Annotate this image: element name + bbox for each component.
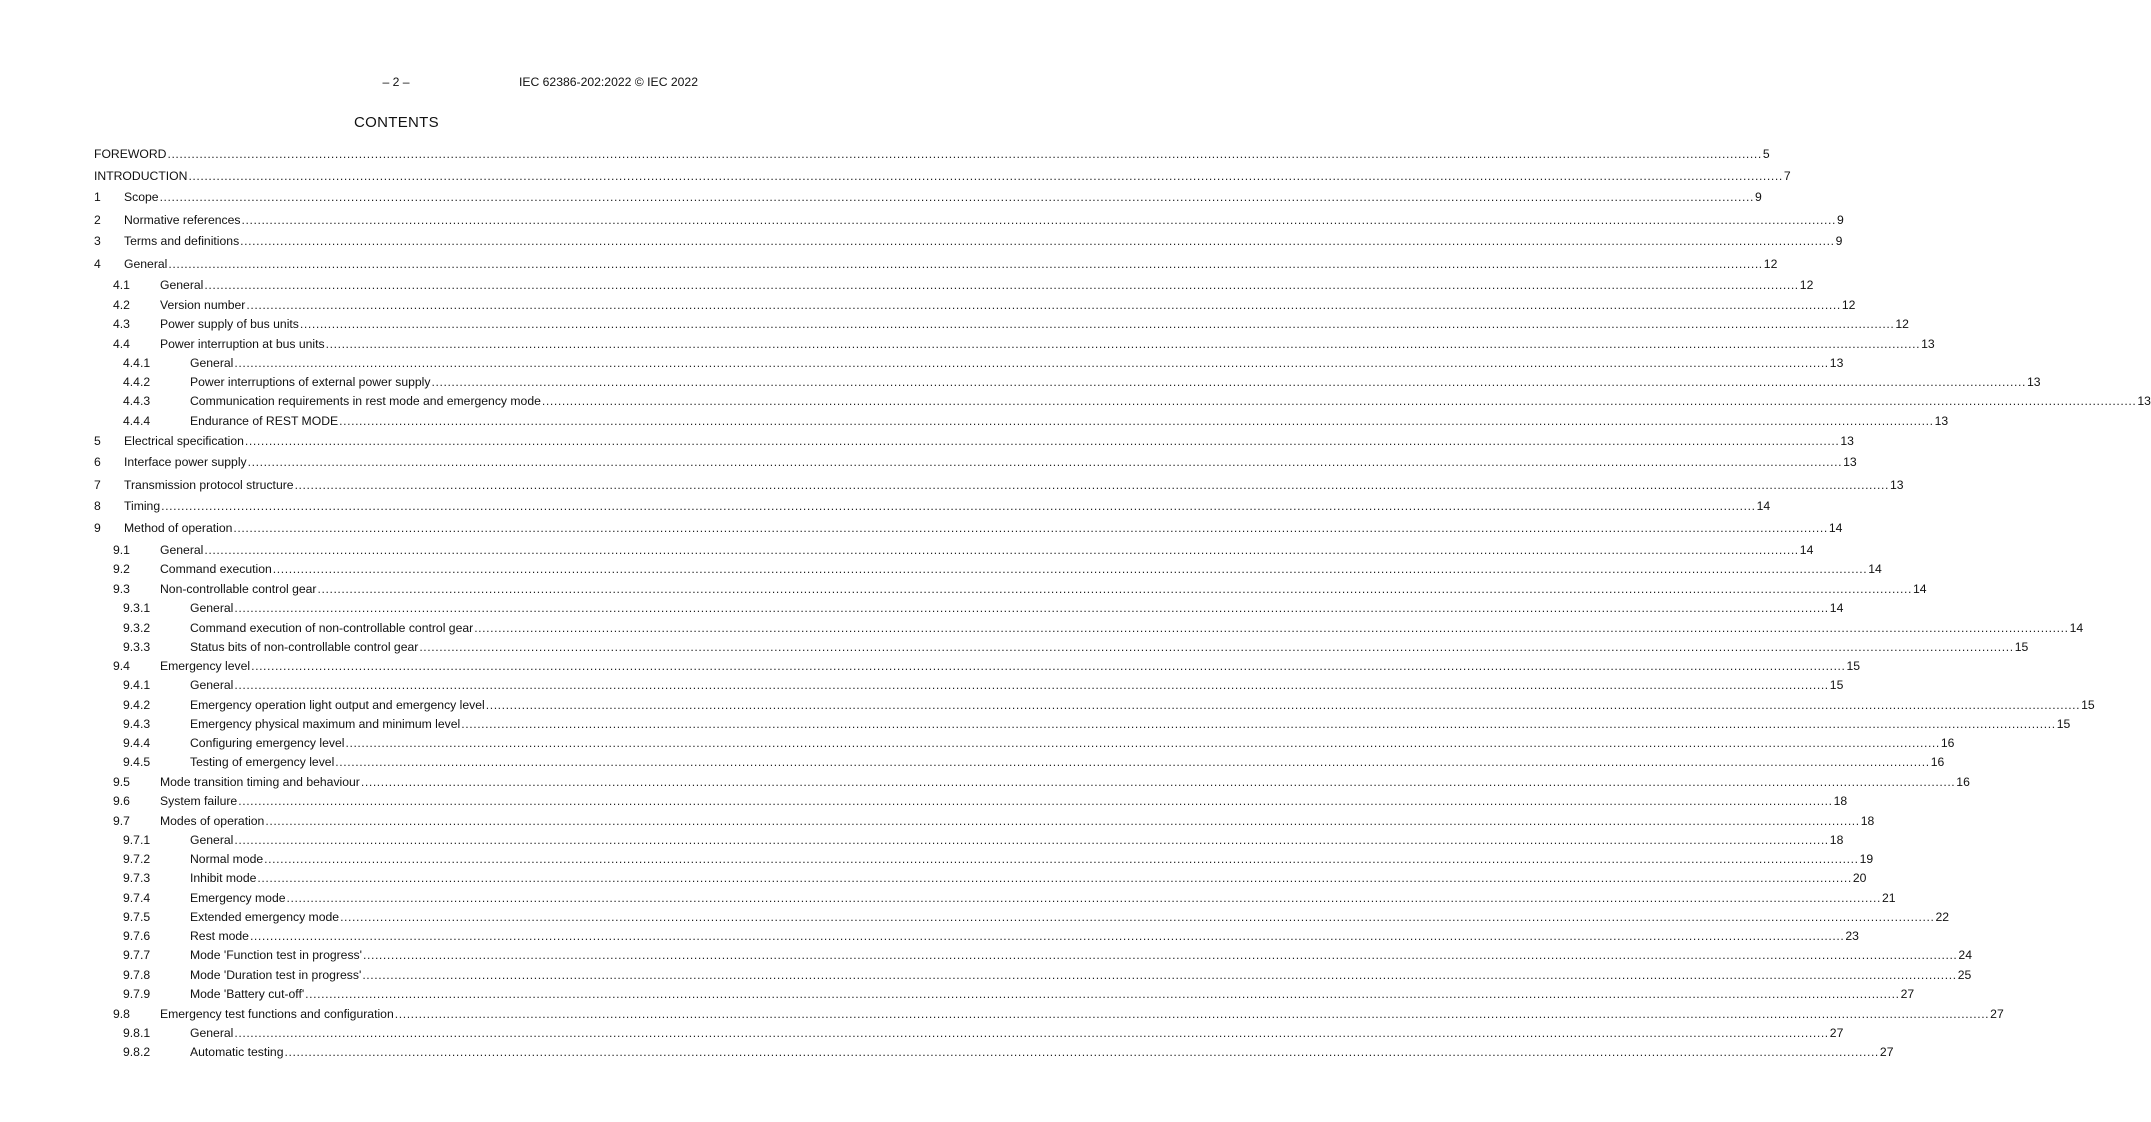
toc-entry-number: 4: [94, 257, 101, 271]
toc-entry-number: 7: [94, 478, 101, 492]
dot-leader: ................................................................................................................................................................................................................................................................................................................................................................................................................: [284, 1045, 1879, 1059]
toc-entry-number: 4.4.3: [123, 394, 151, 408]
toc-entry[interactable]: [123, 831, 1844, 848]
toc-entry-title: General: [160, 278, 204, 292]
dot-leader: ................................................................................................................................................................................................................................................................................................................................................................................................................: [234, 678, 1829, 692]
toc-entry[interactable]: [113, 1005, 2004, 1022]
toc-entry-number: 9.7.9: [123, 987, 151, 1001]
toc-entry-page: 14: [2069, 621, 2084, 635]
page-title: CONTENTS: [354, 114, 439, 131]
toc-entry[interactable]: [94, 453, 1857, 470]
toc-entry-page: 18: [1860, 814, 1875, 828]
dot-leader: ................................................................................................................................................................................................................................................................................................................................................................................................................: [394, 1007, 1990, 1021]
toc-entry[interactable]: [113, 657, 1861, 674]
dot-leader: ................................................................................................................................................................................................................................................................................................................................................................................................................: [244, 434, 1840, 448]
toc-entry-title: Mode 'Duration test in progress': [190, 968, 362, 982]
toc-entry-number: 9.4.1: [123, 678, 151, 692]
toc-entry-page: 18: [1833, 794, 1848, 808]
toc-entry-title: Inhibit mode: [190, 871, 257, 885]
toc-entry[interactable]: [123, 985, 1915, 1002]
toc-entry-title: General: [160, 543, 204, 557]
toc-entry-title: General: [190, 678, 234, 692]
toc-entry-page: 15: [2014, 640, 2029, 654]
toc-entry-title: Status bits of non-controllable control gear: [190, 640, 419, 654]
toc-entry[interactable]: [94, 232, 1843, 249]
toc-entry-page: 27: [1829, 1026, 1844, 1040]
toc-entry[interactable]: [113, 560, 1882, 577]
toc-entry-page: 18: [1829, 833, 1844, 847]
toc-entry-number: 9.2: [113, 562, 130, 576]
toc-entry-title: Electrical specification: [124, 434, 244, 448]
dot-leader: ................................................................................................................................................................................................................................................................................................................................................................................................................: [294, 478, 1889, 492]
toc-entry-page: 13: [1829, 356, 1844, 370]
toc-entry[interactable]: [123, 889, 1896, 906]
toc-entry-number: 4.2: [113, 298, 130, 312]
toc-entry-page: 13: [1843, 455, 1857, 469]
toc-entry[interactable]: [94, 188, 1762, 205]
toc-entry-page: 14: [1912, 582, 1927, 596]
toc-entry-title: Normal mode: [190, 852, 264, 866]
toc-entry-page: 19: [1859, 852, 1874, 866]
toc-entry[interactable]: [94, 519, 1843, 536]
toc-entry-title: Mode transition timing and behaviour: [160, 775, 360, 789]
toc-entry-page: 12: [1895, 317, 1909, 331]
toc-entry-number: 9.1: [113, 543, 130, 557]
toc-entry[interactable]: [94, 476, 1904, 493]
toc-entry[interactable]: [123, 850, 1874, 867]
toc-entry[interactable]: [123, 715, 2071, 732]
toc-entry-title: INTRODUCTION: [94, 169, 188, 183]
toc-entry-page: 14: [1868, 562, 1882, 576]
dot-leader: ................................................................................................................................................................................................................................................................................................................................................................................................................: [286, 891, 1881, 905]
dot-leader: ................................................................................................................................................................................................................................................................................................................................................................................................................: [257, 871, 1852, 885]
toc-entry-number: 9.7.2: [123, 852, 151, 866]
toc-entry-number: 9.7.5: [123, 910, 151, 924]
dot-leader: ................................................................................................................................................................................................................................................................................................................................................................................................................: [246, 298, 1841, 312]
toc-entry[interactable]: [123, 734, 1955, 751]
toc-entry-page: 27: [1990, 1007, 2004, 1021]
toc-entry-number: 9.5: [113, 775, 130, 789]
toc-entry[interactable]: [113, 792, 1848, 809]
toc-entry[interactable]: [113, 276, 1814, 293]
dot-leader: ................................................................................................................................................................................................................................................................................................................................................................................................................: [161, 499, 1756, 513]
toc-entry[interactable]: [113, 812, 1875, 829]
dot-leader: ................................................................................................................................................................................................................................................................................................................................................................................................................: [299, 317, 1895, 331]
toc-entry-number: 6: [94, 455, 101, 469]
toc-entry-number: 2: [94, 213, 101, 227]
toc-entry-page: 14: [1756, 499, 1771, 513]
toc-entry-page: 16: [1956, 775, 1970, 789]
toc-entry-number: 9.4: [113, 659, 130, 673]
toc-entry-number: 4.4.4: [123, 414, 151, 428]
toc-entry-page: 13: [1840, 434, 1854, 448]
toc-entry-number: 9.4.2: [123, 698, 151, 712]
toc-entry-page: 14: [1828, 521, 1843, 535]
toc-entry-title: Communication requirements in rest mode and emergency mode: [190, 394, 541, 408]
toc-entry-title: Method of operation: [124, 521, 233, 535]
toc-entry-title: Transmission protocol structure: [124, 478, 294, 492]
toc-entry-title: Command execution of non-controllable control gear: [190, 621, 474, 635]
toc-entry-number: 4.3: [113, 317, 130, 331]
toc-entry-page: 9: [1835, 234, 1843, 248]
dot-leader: ................................................................................................................................................................................................................................................................................................................................................................................................................: [317, 582, 1912, 596]
toc-entry-number: 9.8.2: [123, 1045, 151, 1059]
toc-entry-title: Testing of emergency level: [190, 755, 335, 769]
toc-entry-page: 14: [1799, 543, 1814, 557]
toc-entry-title: Terms and definitions: [124, 234, 240, 248]
toc-entry-title: General: [190, 356, 234, 370]
toc-entry-page: 13: [1921, 337, 1935, 351]
toc-entry-title: Interface power supply: [124, 455, 247, 469]
toc-entry-title: Configuring emergency level: [190, 736, 345, 750]
toc-entry-page: 16: [1940, 736, 1955, 750]
dot-leader: ................................................................................................................................................................................................................................................................................................................................................................................................................: [485, 698, 2081, 712]
toc-entry[interactable]: [94, 211, 1844, 228]
dot-leader: ................................................................................................................................................................................................................................................................................................................................................................................................................: [264, 852, 1859, 866]
toc-entry-number: 9.3.3: [123, 640, 151, 654]
toc-entry-page: 15: [1829, 678, 1844, 692]
toc-entry-number: 4.1: [113, 278, 130, 292]
toc-entry-title: Mode 'Function test in progress': [190, 948, 362, 962]
toc-entry[interactable]: [123, 1024, 1844, 1041]
toc-entry-number: 9.7.8: [123, 968, 151, 982]
toc-entry-number: 9: [94, 521, 101, 535]
dot-leader: ................................................................................................................................................................................................................................................................................................................................................................................................................: [360, 775, 1956, 789]
toc-entry[interactable]: [123, 638, 2029, 655]
standard-reference: IEC 62386-202:2022 © IEC 2022: [518, 75, 698, 89]
toc-entry[interactable]: [113, 315, 1909, 332]
toc-entry-number: 9.4.5: [123, 755, 151, 769]
toc-entry-page: 13: [2026, 375, 2041, 389]
toc-entry-number: 4.4.2: [123, 375, 151, 389]
toc-entry-title: Normative references: [124, 213, 241, 227]
toc-entry-page: 9: [1755, 190, 1762, 204]
dot-leader: ................................................................................................................................................................................................................................................................................................................................................................................................................: [240, 234, 1835, 248]
toc-entry-title: System failure: [160, 794, 238, 808]
toc-entry[interactable]: [123, 619, 2084, 636]
toc-entry-number: 9.7: [113, 814, 130, 828]
toc-entry-page: 14: [1829, 601, 1844, 615]
dot-leader: ................................................................................................................................................................................................................................................................................................................................................................................................................: [474, 621, 2069, 635]
dot-leader: ................................................................................................................................................................................................................................................................................................................................................................................................................: [233, 521, 1828, 535]
toc-entry[interactable]: [123, 908, 1950, 925]
toc-entry[interactable]: [123, 354, 1844, 371]
toc-entry-page: 12: [1763, 257, 1778, 271]
toc-entry-title: General: [190, 833, 234, 847]
toc-entry-title: Emergency test functions and configuration: [160, 1007, 394, 1021]
toc-entry-title: General: [124, 257, 168, 271]
toc-entry-number: 9.8: [113, 1007, 130, 1021]
dot-leader: ................................................................................................................................................................................................................................................................................................................................................................................................................: [238, 794, 1833, 808]
toc-entry-title: Command execution: [160, 562, 272, 576]
toc-entry-number: 5: [94, 434, 101, 448]
page-number: – 2 –: [382, 75, 410, 89]
toc-entry[interactable]: [123, 927, 1859, 944]
toc-entry-number: 9.3.2: [123, 621, 151, 635]
dot-leader: ................................................................................................................................................................................................................................................................................................................................................................................................................: [167, 147, 1762, 161]
dot-leader: ................................................................................................................................................................................................................................................................................................................................................................................................................: [335, 755, 1930, 769]
toc-entry[interactable]: [94, 255, 1778, 272]
dot-leader: ................................................................................................................................................................................................................................................................................................................................................................................................................: [305, 987, 1900, 1001]
dot-leader: ................................................................................................................................................................................................................................................................................................................................................................................................................: [204, 278, 1799, 292]
toc-entry[interactable]: [123, 599, 1844, 616]
dot-leader: ................................................................................................................................................................................................................................................................................................................................................................................................................: [461, 717, 2056, 731]
toc-entry[interactable]: [123, 869, 1867, 886]
toc-entry-page: 15: [2081, 698, 2095, 712]
dot-leader: ................................................................................................................................................................................................................................................................................................................................................................................................................: [249, 929, 1845, 943]
toc-entry-number: 9.7.3: [123, 871, 151, 885]
dot-leader: ................................................................................................................................................................................................................................................................................................................................................................................................................: [234, 1026, 1829, 1040]
dot-leader: ................................................................................................................................................................................................................................................................................................................................................................................................................: [234, 601, 1829, 615]
toc-entry-title: Power interruption at bus units: [160, 337, 325, 351]
toc-entry-title: Rest mode: [190, 929, 249, 943]
toc-entry[interactable]: [94, 497, 1771, 514]
dot-leader: ................................................................................................................................................................................................................................................................................................................................................................................................................: [362, 968, 1957, 982]
toc-entry-number: 3: [94, 234, 101, 248]
toc-entry-page: 13: [2137, 394, 2151, 408]
toc-entry[interactable]: [94, 167, 1791, 184]
toc-entry-title: General: [190, 601, 234, 615]
toc-entry-title: Emergency operation light output and emergency level: [190, 698, 485, 712]
dot-leader: ................................................................................................................................................................................................................................................................................................................................................................................................................: [168, 257, 1763, 271]
toc-entry-number: 9.8.1: [123, 1026, 151, 1040]
toc-entry[interactable]: [123, 676, 1844, 693]
toc-entry-page: 15: [1846, 659, 1861, 673]
dot-leader: ................................................................................................................................................................................................................................................................................................................................................................................................................: [188, 169, 1783, 183]
toc-entry[interactable]: [123, 753, 1945, 770]
dot-leader: ................................................................................................................................................................................................................................................................................................................................................................................................................: [265, 814, 1860, 828]
toc-entry-page: 22: [1935, 910, 1950, 924]
toc-entry[interactable]: [123, 392, 2151, 409]
toc-entry[interactable]: [123, 696, 2095, 713]
toc-entry-title: Mode 'Battery cut-off': [190, 987, 305, 1001]
toc-entry-title: Timing: [124, 499, 161, 513]
toc-entry-title: FOREWORD: [94, 147, 167, 161]
toc-entry-page: 9: [1836, 213, 1844, 227]
toc-entry-title: Scope: [124, 190, 159, 204]
toc-entry-title: Non-controllable control gear: [160, 582, 317, 596]
toc-entry-title: Extended emergency mode: [190, 910, 340, 924]
dot-leader: ................................................................................................................................................................................................................................................................................................................................................................................................................: [541, 394, 2137, 408]
toc-entry-title: Emergency mode: [190, 891, 286, 905]
toc-entry-page: 12: [1799, 278, 1814, 292]
toc-entry[interactable]: [123, 966, 1972, 983]
dot-leader: ................................................................................................................................................................................................................................................................................................................................................................................................................: [159, 190, 1754, 204]
toc-entry-page: 13: [1890, 478, 1904, 492]
toc-entry-title: Modes of operation: [160, 814, 265, 828]
toc-entry[interactable]: [123, 412, 1949, 429]
dot-leader: ................................................................................................................................................................................................................................................................................................................................................................................................................: [362, 948, 1958, 962]
toc-entry-page: 27: [1879, 1045, 1894, 1059]
dot-leader: ................................................................................................................................................................................................................................................................................................................................................................................................................: [234, 833, 1829, 847]
toc-entry-title: Power supply of bus units: [160, 317, 299, 331]
dot-leader: ................................................................................................................................................................................................................................................................................................................................................................................................................: [339, 414, 1934, 428]
toc-entry[interactable]: [123, 373, 2041, 390]
toc-entry-page: 16: [1930, 755, 1945, 769]
toc-entry-number: 9.3: [113, 582, 130, 596]
toc-entry-number: 9.7.6: [123, 929, 151, 943]
toc-entry[interactable]: [94, 145, 1770, 162]
toc-entry[interactable]: [123, 946, 1972, 963]
dot-leader: ................................................................................................................................................................................................................................................................................................................................................................................................................: [241, 213, 1836, 227]
toc-entry-number: 9.3.1: [123, 601, 151, 615]
toc-entry-title: Automatic testing: [190, 1045, 284, 1059]
toc-entry-page: 5: [1762, 147, 1770, 161]
toc-entry-number: 4.4: [113, 337, 130, 351]
toc-entry-title: Power interruptions of external power supply: [190, 375, 431, 389]
dot-leader: ................................................................................................................................................................................................................................................................................................................................................................................................................: [340, 910, 1935, 924]
toc-entry-title: Emergency physical maximum and minimum level: [190, 717, 461, 731]
toc-entry-title: Version number: [160, 298, 246, 312]
dot-leader: ................................................................................................................................................................................................................................................................................................................................................................................................................: [272, 562, 1868, 576]
toc-entry-title: Emergency level: [160, 659, 251, 673]
toc-entry-page: 24: [1958, 948, 1972, 962]
toc-entry[interactable]: [123, 1043, 1894, 1060]
toc-entry-page: 21: [1881, 891, 1896, 905]
dot-leader: ................................................................................................................................................................................................................................................................................................................................................................................................................: [431, 375, 2026, 389]
toc-entry-title: General: [190, 1026, 234, 1040]
toc-entry-number: 8: [94, 499, 101, 513]
toc-entry-page: 23: [1845, 929, 1859, 943]
dot-leader: ................................................................................................................................................................................................................................................................................................................................................................................................................: [345, 736, 1940, 750]
toc-entry-number: 9.4.3: [123, 717, 151, 731]
toc-entry[interactable]: [113, 335, 1935, 352]
toc-entry-number: 9.7.4: [123, 891, 151, 905]
dot-leader: ................................................................................................................................................................................................................................................................................................................................................................................................................: [325, 337, 1921, 351]
toc-entry-page: 27: [1900, 987, 1915, 1001]
toc-entry-number: 9.6: [113, 794, 130, 808]
toc-entry[interactable]: [113, 296, 1856, 313]
dot-leader: ................................................................................................................................................................................................................................................................................................................................................................................................................: [204, 543, 1799, 557]
toc-entry[interactable]: [113, 580, 1927, 597]
toc-entry-page: 15: [2056, 717, 2071, 731]
toc-entry-number: 4.4.1: [123, 356, 151, 370]
toc-entry-number: 9.7.1: [123, 833, 151, 847]
toc-entry[interactable]: [113, 773, 1970, 790]
toc-entry-page: 25: [1957, 968, 1972, 982]
toc-entry[interactable]: [113, 541, 1814, 558]
toc-entry-number: 9.7.7: [123, 948, 151, 962]
toc-entry-number: 1: [94, 190, 101, 204]
dot-leader: ................................................................................................................................................................................................................................................................................................................................................................................................................: [251, 659, 1846, 673]
dot-leader: ................................................................................................................................................................................................................................................................................................................................................................................................................: [234, 356, 1829, 370]
toc-entry-page: 20: [1852, 871, 1867, 885]
dot-leader: ................................................................................................................................................................................................................................................................................................................................................................................................................: [419, 640, 2014, 654]
toc-entry-number: 9.4.4: [123, 736, 151, 750]
toc-entry-page: 7: [1783, 169, 1791, 183]
dot-leader: ................................................................................................................................................................................................................................................................................................................................................................................................................: [247, 455, 1843, 469]
toc-entry-page: 12: [1841, 298, 1856, 312]
toc-entry[interactable]: [94, 432, 1854, 449]
toc-entry-title: Endurance of REST MODE: [190, 414, 339, 428]
toc-entry-page: 13: [1934, 414, 1949, 428]
